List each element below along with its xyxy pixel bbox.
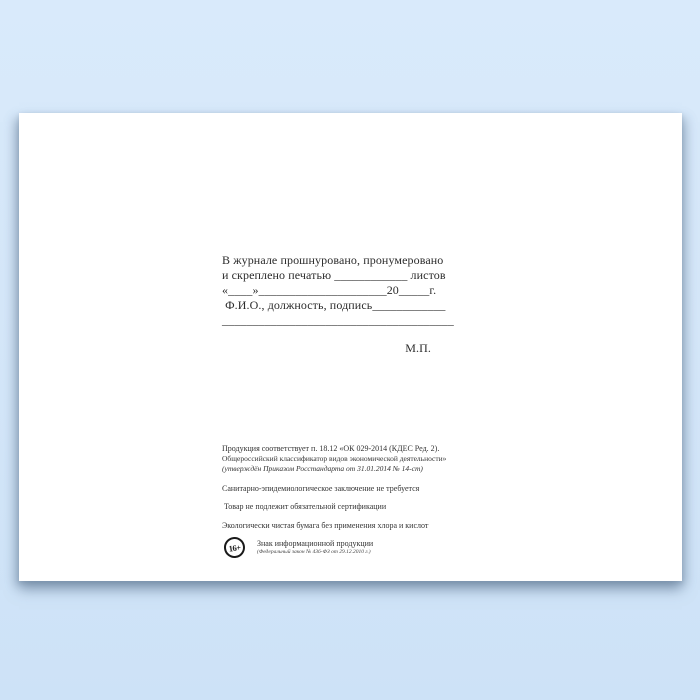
product-compliance-decree: (утверждён Приказом Росстандарта от 31.01.2014 № 14-ст) xyxy=(222,464,423,473)
cert-line-stitched: В журнале прошнуровано, пронумеровано xyxy=(222,253,444,267)
eco-paper-note: Экологически чистая бумага без применения хлора и кислот xyxy=(222,521,429,530)
stamp-place-label: М.П. xyxy=(405,341,431,355)
binding-certification-block xyxy=(222,253,454,356)
info-product-sign-row xyxy=(222,537,452,558)
info-sign-law-reference: (Федеральный закон № 436-ФЗ от 29.12.2010 г.) xyxy=(257,549,371,555)
cert-line-date: «____»_____________________20_____г. xyxy=(222,283,437,297)
journal-back-page xyxy=(19,113,682,581)
product-compliance-line1: Продукция соответствует п. 18.12 «ОК 029-2014 (КДЕС Ред. 2). xyxy=(222,444,440,453)
certification-note: Товар не подлежит обязательной сертификации xyxy=(224,502,387,511)
compliance-block xyxy=(222,443,452,558)
info-sign-text xyxy=(257,537,373,556)
age-rating-16-badge: 16+ xyxy=(223,536,247,560)
cert-line-signature: ______________________________________ xyxy=(222,313,454,327)
product-compliance-line2: Общероссийский классификатор видов экономической деятельности» xyxy=(222,454,447,463)
cert-line-sealed: и скреплено печатью ____________ листов xyxy=(222,268,446,282)
sanitary-conclusion-note: Санитарно-эпидемиологическое заключение не требуется xyxy=(222,484,420,493)
info-sign-title: Знак информационной продукции xyxy=(257,539,374,548)
cert-line-name-title: Ф.И.О., должность, подпись____________ xyxy=(222,298,446,312)
